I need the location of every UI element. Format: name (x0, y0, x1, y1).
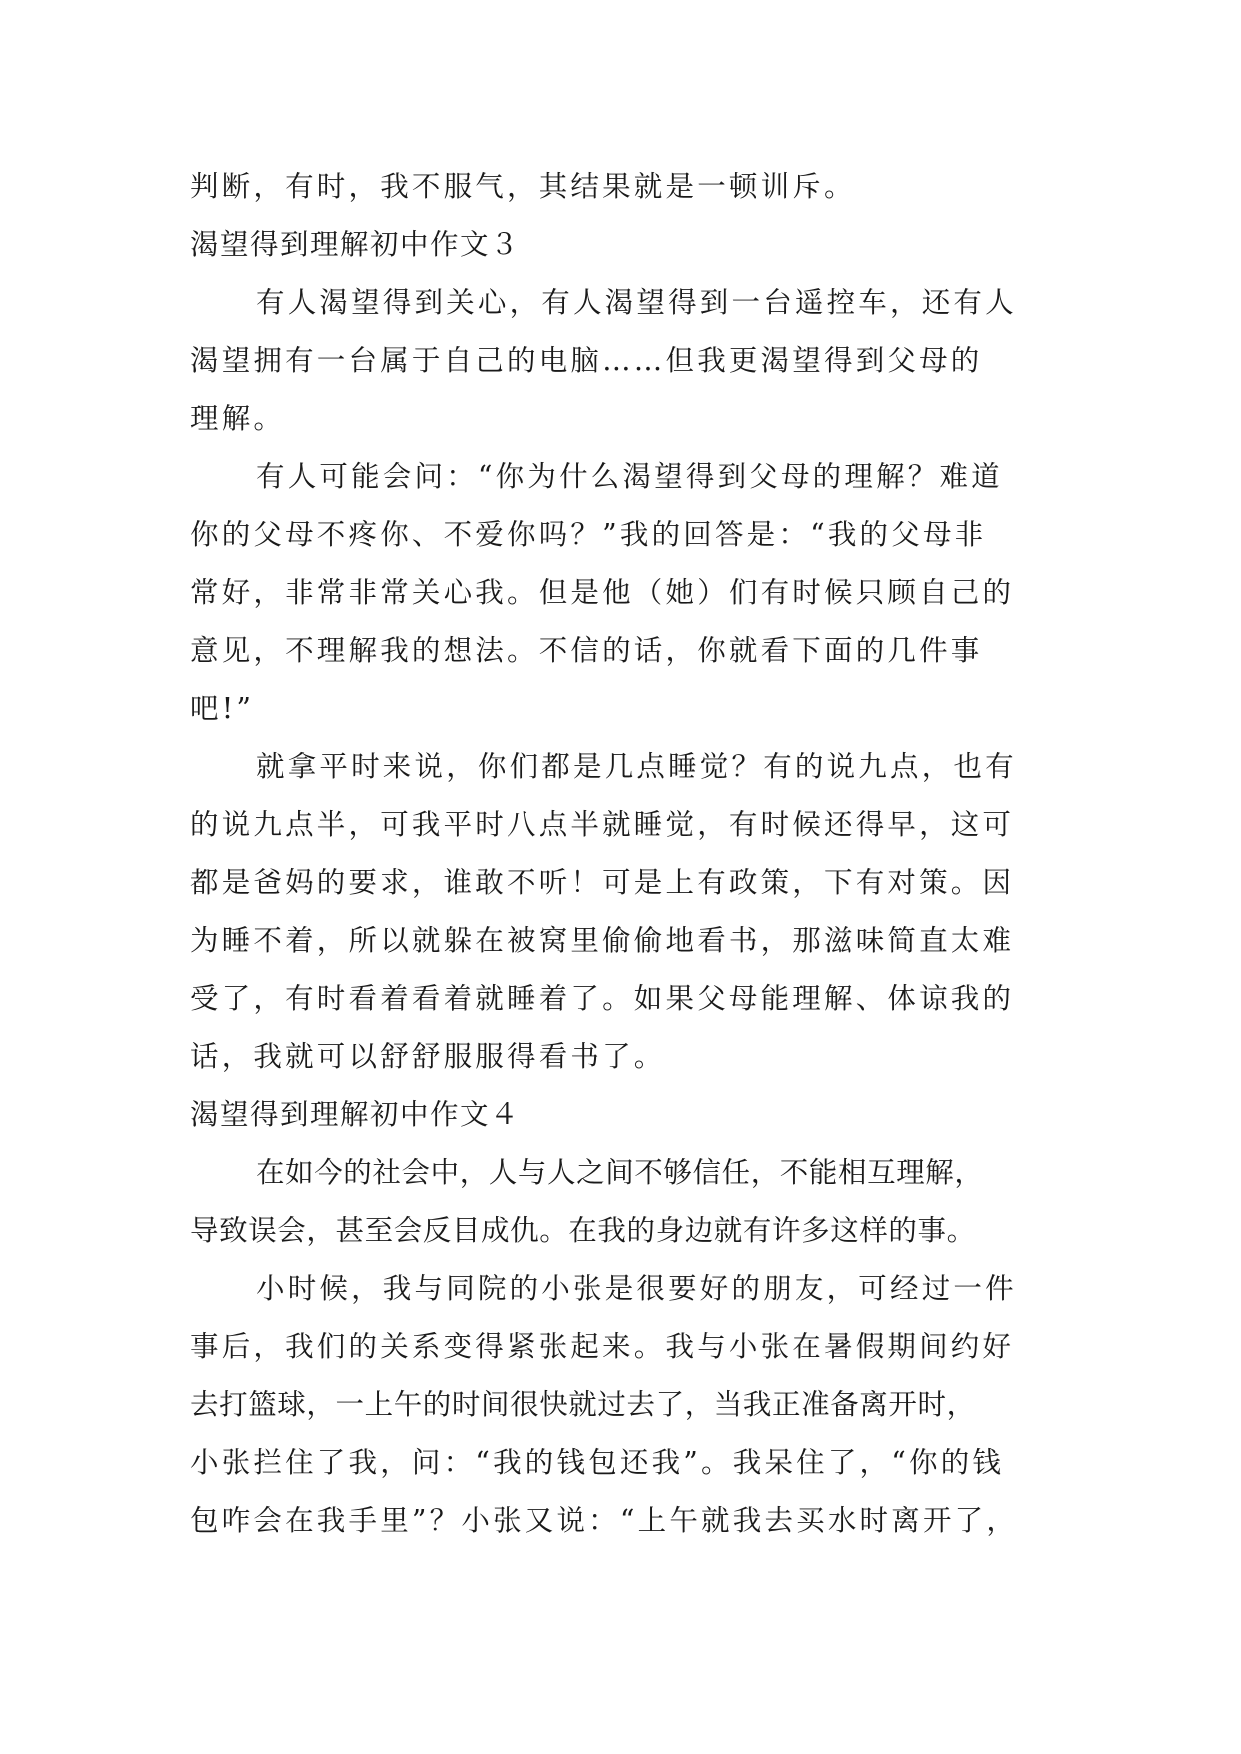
paragraph-first-line: 在如今的社会中，人与人之间不够信任，不能相互理解， (256, 1156, 984, 1189)
text-line: 你的父母不疼你、不爱你吗？”我的回答是：“我的父母非 (190, 518, 987, 551)
paragraph-first-line: 有人渴望得到关心，有人渴望得到一台遥控车，还有人 (256, 286, 1017, 319)
text-line: 理解。 (190, 402, 286, 435)
text-line: 导致误会，甚至会反目成仇。在我的身边就有许多这样的事。 (190, 1214, 976, 1247)
text-line: 包咋会在我手里”？小张又说：“上午就我去买水时离开了， (190, 1504, 1019, 1537)
text-line: 意见，不理解我的想法。不信的话，你就看下面的几件事 (190, 634, 983, 667)
text-line: 常好，非常非常关心我。但是他（她）们有时候只顾自己的 (190, 576, 1015, 609)
text-line: 去打篮球，一上午的时间很快就过去了，当我正准备离开时， (190, 1388, 976, 1421)
section-heading: 渴望得到理解初中作文３ (190, 228, 521, 261)
text-line: 渴望拥有一台属于自己的电脑……但我更渴望得到父母的 (190, 344, 983, 377)
paragraph-first-line: 小时候，我与同院的小张是很要好的朋友，可经过一件 (256, 1272, 1017, 1305)
paragraph-first-line: 有人可能会问：“你为什么渴望得到父母的理解？难道 (256, 460, 1003, 493)
text-line: 小张拦住了我，问：“我的钱包还我”。我呆住了，“你的钱 (190, 1446, 1005, 1479)
text-line: 判断，有时，我不服气，其结果就是一顿训斥。 (190, 170, 856, 203)
text-line: 都是爸妈的要求，谁敢不听！可是上有政策，下有对策。因 (190, 866, 1015, 899)
document-body (190, 158, 1052, 1550)
text-line: 吧!” (190, 692, 255, 725)
paragraph-first-line: 就拿平时来说，你们都是几点睡觉？有的说九点，也有 (256, 750, 1017, 783)
text-line: 受了，有时看着看着就睡着了。如果父母能理解、体谅我的 (190, 982, 1015, 1015)
text-line: 的说九点半，可我平时八点半就睡觉，有时候还得早，这可 (190, 808, 1015, 841)
text-line: 为睡不着，所以就躲在被窝里偷偷地看书，那滋味简直太难 (190, 924, 1015, 957)
section-heading: 渴望得到理解初中作文４ (190, 1098, 521, 1131)
text-line: 话，我就可以舒舒服服得看书了。 (190, 1040, 666, 1073)
text-line: 事后，我们的关系变得紧张起来。我与小张在暑假期间约好 (190, 1330, 1015, 1363)
